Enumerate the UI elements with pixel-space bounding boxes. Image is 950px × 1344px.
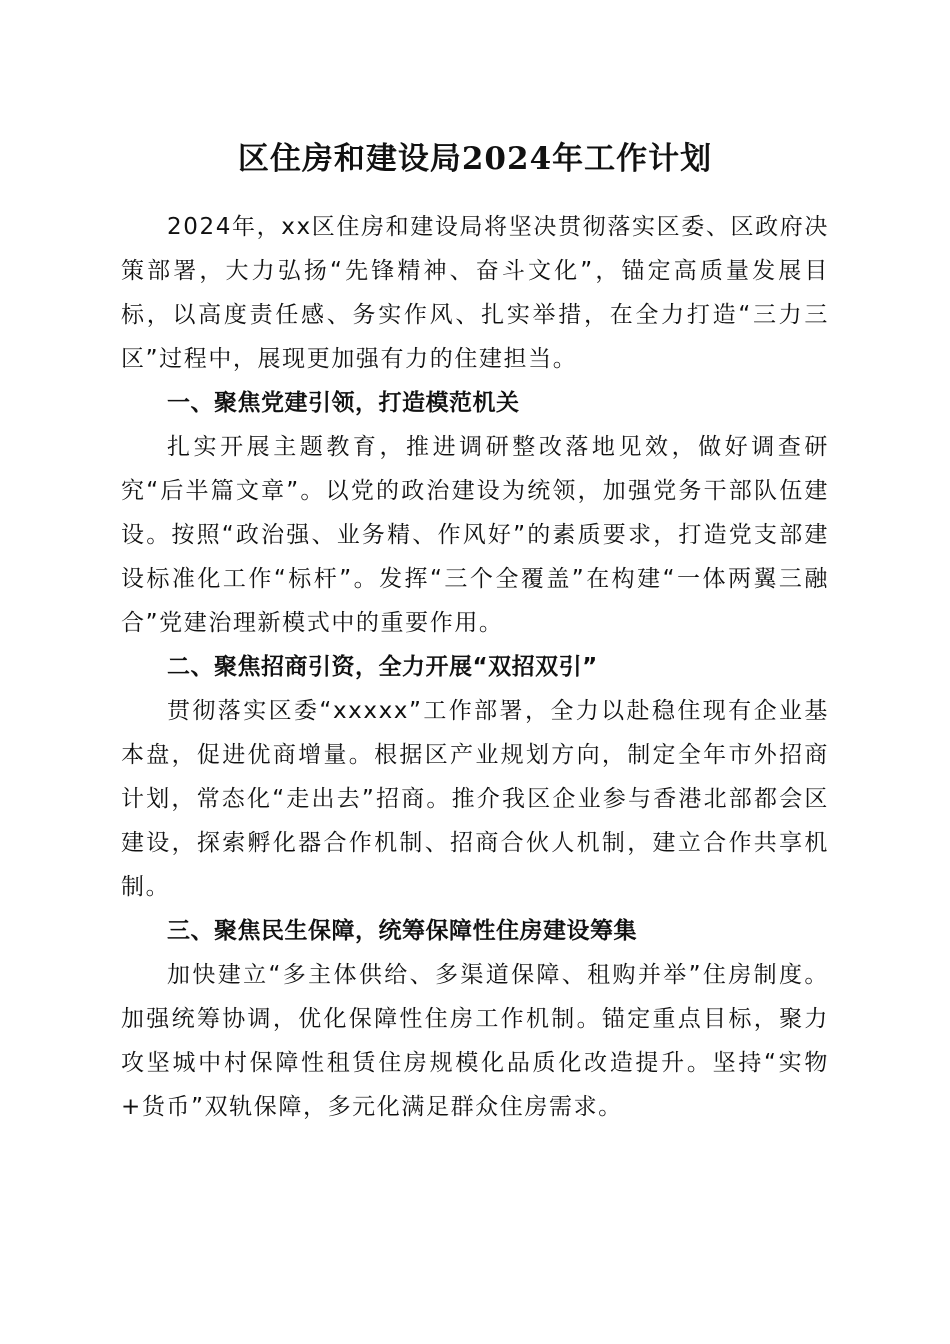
section-3-paragraph: 加快建立“多主体供给、多渠道保障、租购并举”住房制度。加强统筹协调，优化保障性住房工作机制。锚定重点目标，聚力攻坚城中村保障性租赁住房规模化品质化改造提升。坚持“实物+货币”双轨保障，多元化满足群众住房需求。 xyxy=(121,962,829,1120)
section-1-heading: 一、聚焦党建引领，打造模范机关 xyxy=(167,390,520,416)
section-2-paragraph: 贯彻落实区委“xxxxx”工作部署，全力以赴稳住现有企业基本盘，促进优商增量。根据区产业规划方向，制定全年市外招商计划，常态化“走出去”招商。推介我区企业参与香港北部都会区建设，探索孵化器合作机制、招商合伙人机制，建立合作共享机制。 xyxy=(121,698,829,900)
document-title: 区住房和建设局2024年工作计划 xyxy=(237,141,713,177)
section-2-heading: 二、聚焦招商引资，全力开展“双招双引” xyxy=(167,654,598,680)
document-body xyxy=(121,205,829,1129)
section-3-heading: 三、聚焦民生保障，统筹保障性住房建设筹集 xyxy=(167,918,637,944)
intro-paragraph: 2024年，xx区住房和建设局将坚决贯彻落实区委、区政府决策部署，大力弘扬“先锋精神、奋斗文化”，锚定高质量发展目标，以高度责任感、务实作风、扎实举措，在全力打造“三力三区”过程中，展现更加强有力的住建担当。 xyxy=(121,214,829,372)
section-1-paragraph: 扎实开展主题教育，推进调研整改落地见效，做好调查研究“后半篇文章”。以党的政治建设为统领，加强党务干部队伍建设。按照“政治强、业务精、作风好”的素质要求，打造党支部建设标准化工作“标杆”。发挥“三个全覆盖”在构建“一体两翼三融合”党建治理新模式中的重要作用。 xyxy=(121,434,829,636)
